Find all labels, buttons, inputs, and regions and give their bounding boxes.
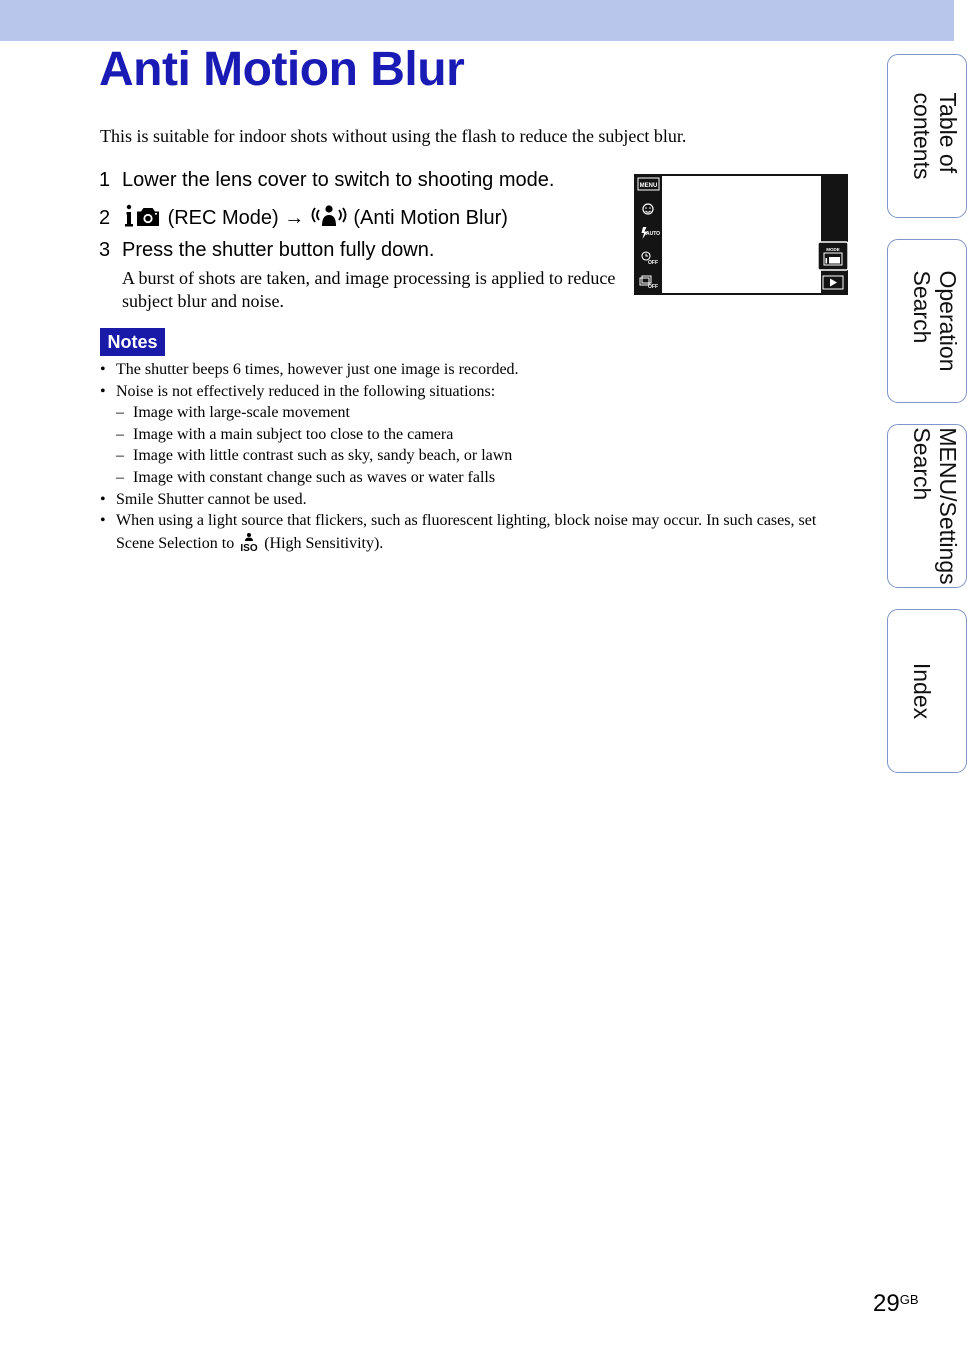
page-title: Anti Motion Blur [99, 43, 465, 96]
anti-motion-blur-icon [310, 202, 348, 235]
note-item: • The shutter beeps 6 times, however just one image is recorded. [100, 361, 519, 378]
tab-index[interactable]: Index [887, 609, 967, 773]
screen-menu-label: MENU [639, 183, 658, 189]
note-item: • Noise is not effectively reduced in the following situations: [100, 382, 496, 400]
step-1 [99, 167, 554, 193]
arrow: → [284, 206, 305, 229]
screen-burst-off-label: OFF [648, 284, 658, 290]
note-subitem: – Image with a main subject too close to the camera [116, 425, 454, 443]
screen-mode-label: MODE [826, 247, 840, 252]
note-item: • When using a light source that flickers, such as fluorescent lighting, block noise may occur. In such cases, set Scene Selection to ISO (High Sensitivity). [100, 510, 830, 558]
step-2-number: 2 [99, 206, 111, 229]
screen-flash-label: AUTO [646, 231, 661, 237]
step-3 [99, 237, 434, 263]
camera-screen-illustration [634, 174, 848, 295]
note-subitem: – Image with large-scale movement [116, 404, 350, 422]
high-sensitivity-icon [238, 532, 260, 559]
note-subitem: – Image with constant change such as waves or water falls [116, 468, 496, 486]
svg-text:ISO: ISO [240, 542, 258, 554]
rec-mode-label: (REC Mode) [167, 206, 279, 229]
anti-motion-blur-label: (Anti Motion Blur) [353, 206, 508, 229]
tab-menu-settings-search[interactable]: MENU/Settings Search [887, 424, 967, 588]
notes-list [100, 359, 830, 558]
screen-timer-off-label: OFF [648, 260, 658, 266]
tab-operation-search[interactable]: Operation Search [887, 239, 967, 403]
step-2 [99, 202, 508, 235]
page-number: $29^{GB}$ [873, 1290, 919, 1317]
note-subitem: – Image with little contrast such as sky, sandy beach, or lawn [116, 447, 513, 465]
step-1-text: Lower the lens cover to switch to shooting mode. [122, 169, 555, 191]
intro-text: This is suitable for indoor shots without using the flash to reduce the subject blur. [100, 126, 687, 146]
notes-badge: Notes [100, 328, 165, 356]
note-item: • Smile Shutter cannot be used. [100, 490, 307, 508]
header-bar [0, 0, 954, 41]
step-1-number: 1 [99, 169, 111, 191]
step-3-number: 3 [99, 239, 111, 261]
step-3-description: A burst of shots are taken, and image processing is applied to reduce subject blur and noise. [122, 268, 616, 311]
tab-table-of-contents[interactable]: Table of contents [887, 54, 967, 218]
step-3-text: Press the shutter button fully down. [122, 239, 435, 261]
rec-mode-icon [122, 202, 162, 235]
